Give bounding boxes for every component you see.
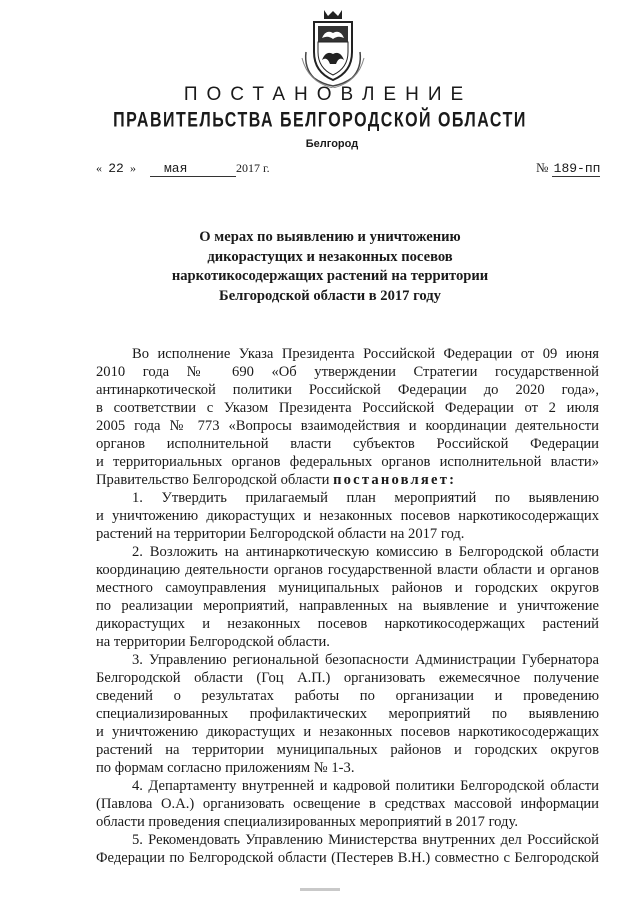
body-line: и территориальных органов федеральных органов исполнительной власти» bbox=[96, 454, 599, 470]
body-line: растений на территории муниципальных районов и городских округов bbox=[96, 742, 599, 758]
body-line: Во исполнение Указа Президента Российской Федерации от 09 июня bbox=[132, 346, 599, 362]
resolution-prefix: Правительство Белгородской области bbox=[96, 472, 330, 488]
date-day: 22 bbox=[108, 161, 124, 176]
body-line: (Павлова О.А.) организовать освещение в средствах массовой информации bbox=[96, 796, 599, 812]
date-month: мая bbox=[150, 161, 236, 177]
body-line: 4. Департаменту внутренней и кадровой политики Белгородской области bbox=[132, 778, 599, 794]
city-name: Белгород bbox=[305, 138, 359, 150]
subject-line: О мерах по выявлению и уничтожению bbox=[199, 229, 461, 245]
body-line: антинаркотической политики Российской Федерации до 2020 года», bbox=[96, 382, 599, 398]
body-line: органов исполнительной власти субъектов Российской Федерации bbox=[96, 436, 599, 452]
body-line: по формам согласно приложениям № 1-3. bbox=[96, 760, 355, 776]
subject-line: наркотикосодержащих растений на территории bbox=[171, 268, 489, 284]
scan-smudge bbox=[300, 888, 340, 891]
number-label: № bbox=[536, 160, 549, 175]
body-line: и уничтожению дикорастущих и незаконных посевов наркотикосодержащих bbox=[96, 508, 599, 524]
number-value: 189-пп bbox=[553, 161, 601, 176]
resolution-line bbox=[96, 471, 599, 489]
body-line: сведений о результатах работы по организации и проведению bbox=[96, 688, 599, 704]
body-line: области проведения специализированных мероприятий в 2017 году. bbox=[96, 814, 518, 830]
document-date bbox=[96, 160, 270, 177]
body-line: местного самоуправления муниципальных районов и городских округов bbox=[96, 580, 599, 596]
body-line: дикорастущих и незаконных посевов наркотикосодержащих растений bbox=[96, 616, 599, 632]
body-line: и уничтожению дикорастущих и незаконных посевов наркотикосодержащих bbox=[96, 724, 599, 740]
body-line: на территории Белгородской области. bbox=[96, 634, 330, 650]
document-subject bbox=[150, 228, 510, 306]
document-number bbox=[536, 160, 600, 176]
date-open-quote: « bbox=[96, 161, 102, 175]
date-year: 2017 г. bbox=[236, 161, 270, 175]
subject-line: дикорастущих и незаконных посевов bbox=[207, 248, 453, 265]
body-line: в соответствии с Указом Президента Российской Федерации от 2 июля bbox=[96, 400, 599, 416]
body-line: 3. Управлению региональной безопасности Администрации Губернатора bbox=[132, 652, 599, 668]
document-type-title: ПОСТАНОВЛЕНИЕ bbox=[183, 84, 473, 105]
body-line: по реализации мероприятий, направленных на выявление и уничтожение bbox=[96, 598, 599, 614]
body-line: 1. Утвердить прилагаемый план мероприятий по выявлению bbox=[132, 490, 599, 506]
body-line: 5. Рекомендовать Управлению Министерства внутренних дел Российской bbox=[132, 832, 599, 848]
date-close-quote: » bbox=[130, 161, 136, 175]
issuing-authority: ПРАВИТЕЛЬСТВА БЕЛГОРОДСКОЙ ОБЛАСТИ bbox=[113, 109, 527, 132]
body-line: координацию деятельности органов государственной власти области и органов bbox=[96, 562, 599, 578]
body-line: Федерации по Белгородской области (Пестерев В.Н.) совместно с Белгородской bbox=[96, 850, 599, 866]
body-line: 2010 года № 690 «Об утверждении Стратегии государственной bbox=[96, 364, 599, 380]
body-line: 2. Возложить на антинаркотическую комиссию в Белгородской области bbox=[132, 544, 599, 560]
resolution-word: постановляет: bbox=[333, 472, 457, 488]
body-line: Белгородской области (Гоц А.П.) организовать ежемесячное получение bbox=[96, 670, 599, 686]
coat-of-arms-emblem bbox=[300, 8, 366, 88]
body-line: специализированных профилактических мероприятий по выявлению bbox=[96, 706, 599, 722]
subject-line: Белгородской области в 2017 году bbox=[219, 287, 441, 304]
body-line: 2005 года № 773 «Вопросы взаимодействия и координации деятельности bbox=[96, 418, 599, 434]
body-line: растений на территории Белгородской области на 2017 год. bbox=[96, 526, 465, 542]
